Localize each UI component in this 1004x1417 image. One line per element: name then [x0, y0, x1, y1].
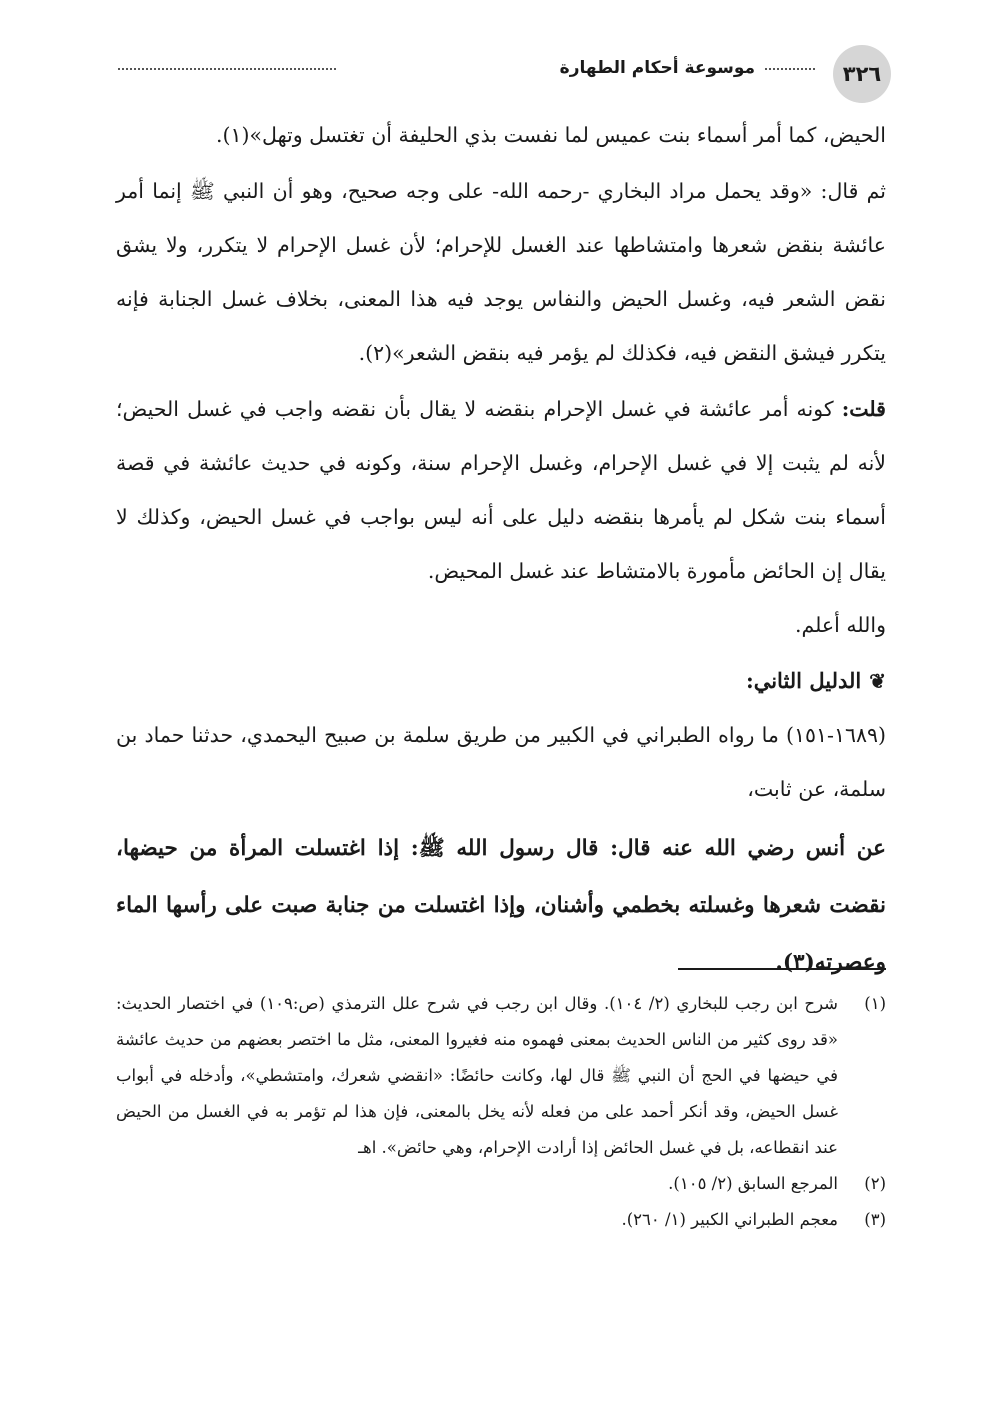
footnote-number: (١)	[864, 994, 886, 1013]
hadith-text: عن أنس رضي الله عنه قال: قال رسول الله ﷺ: إذا اغتسلت المرأة من حيضها، نقضت شعرها وغسلته بخطمي وأشنان، وإذا اغتسلت من جنابة صبت على رأسها الماء وعصرته(٣).	[116, 836, 886, 975]
section-heading	[116, 654, 886, 708]
footnote-number: (٢)	[864, 1174, 886, 1193]
header-dotted-leader-left	[118, 68, 336, 70]
main-text	[116, 108, 886, 991]
paragraph-isnad: (١٦٨٩-١٥١) ما رواه الطبراني في الكبير من طريق سلمة بن صبيح اليحمدي، حدثنا حماد بن سلمة، عن ثابت،	[116, 723, 886, 801]
footnote-separator	[678, 968, 886, 970]
footnote-text: المرجع السابق (٢/ ١٠٥).	[668, 1174, 838, 1193]
footnote	[116, 1166, 886, 1202]
footnote	[116, 986, 886, 1166]
running-header	[118, 45, 891, 103]
footnote-text: معجم الطبراني الكبير (١/ ٢٦٠).	[621, 1210, 838, 1229]
footnote-text: شرح ابن رجب للبخاري (٢/ ١٠٤). وقال ابن رجب في شرح علل الترمذي (ص:١٠٩) في اختصار الحديث: «قد روى كثير من الناس الحديث بمعنى فهموه منه فغيروا المعنى، مثل ما اختصر بعضهم من حديث عائشة في حيضها في الحج أن النبي ﷺ قال لها، وكانت حائضًا: «انقضي شعرك، وامتشطي»، وأدخله في أبواب غسل الحيض، وقد أنكر أحمد على من فعله لأنه يخل بالمعنى، فإن هذا لم تؤمر به في الغسل من الحيض عند انقطاعه، بل في غسل الحائض إذا أرادت الإحرام، وهي حائض». اهـ	[116, 994, 838, 1157]
paragraph-comment	[116, 382, 886, 598]
footnotes	[116, 986, 886, 1238]
page-number: ٣٢٦	[833, 45, 891, 103]
section-heading-text: الدليل الثاني:	[745, 668, 862, 693]
footnote-number: (٣)	[864, 1210, 886, 1229]
paragraph-closing: والله أعلم.	[794, 613, 886, 637]
header-dotted-leader-right	[765, 68, 815, 70]
footnote	[116, 1202, 886, 1238]
paragraph-quote: ثم قال: «وقد يحمل مراد البخاري -رحمه الله- على وجه صحيح، وهو أن النبي ﷺ إنما أمر عائشة بنقض شعرها وامتشاطها عند الغسل للإحرام؛ لأن غسل الإحرام لا يتكرر، ولا يشق نقض الشعر فيه، وغسل الحيض والنفاس يوجد فيه هذا المعنى، بخلاف غسل الجنابة فإنه يتكرر فيشق النقض فيه، فكذلك لم يؤمر فيه بنقض الشعر»(٢).	[116, 179, 886, 365]
comment-label: قلت:	[841, 397, 886, 421]
leaf-icon: ❦	[869, 669, 886, 693]
running-title: موسوعة أحكام الطهارة	[559, 58, 755, 78]
comment-text: كونه أمر عائشة في غسل الإحرام بنقضه لا يقال بأن نقضه واجب في غسل الحيض؛ لأنه لم يثبت إلا في غسل الإحرام، وغسل الإحرام سنة، وكونه في حديث عائشة في قصة أسماء بنت شكل لم يأمرها بنقضه دليل على أنه ليس بواجب في غسل الحيض، وكذلك لا يقال إن الحائض مأمورة بالامتشاط عند غسل المحيض.	[116, 397, 886, 583]
paragraph-continuation: الحيض، كما أمر أسماء بنت عميس لما نفست بذي الحليفة أن تغتسل وتهل»(١).	[215, 123, 886, 147]
